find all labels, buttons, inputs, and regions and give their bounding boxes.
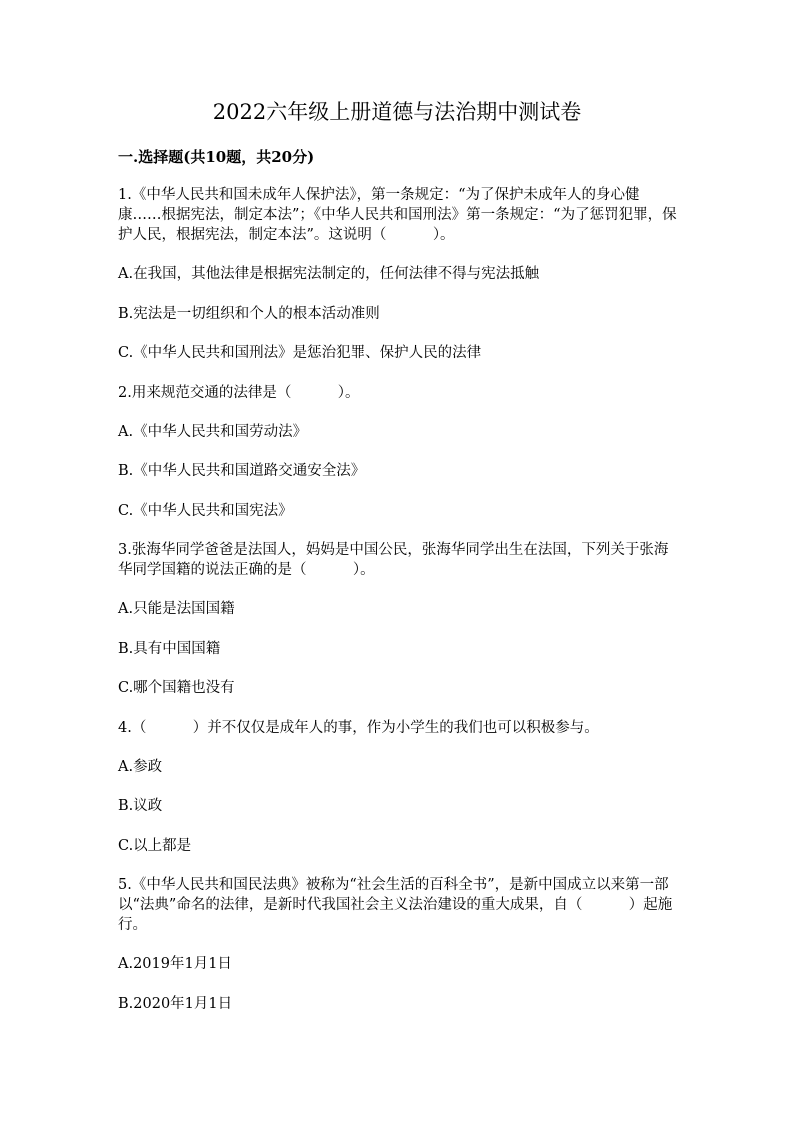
question-stem-end: ）。	[432, 227, 455, 243]
section-heading: 一.选择题(共10题，共20分)	[118, 148, 315, 166]
option-c: C.以上都是	[118, 837, 192, 854]
question-stem: 1.《中华人民共和国未成年人保护法》，第一条规定：“为了保护未成年人的身心健康……根据宪法，制定本法”；《中华人民共和国刑法》第一条规定：“为了惩罚犯罪，保护人民，根据宪法，制定本法”。这说明（	[118, 187, 677, 243]
question-1	[118, 185, 678, 245]
question-list	[118, 185, 678, 1033]
option-b: B.宪法是一切组织和个人的根本活动准则	[118, 305, 380, 322]
option-b: B.具有中国国籍	[118, 640, 221, 657]
question-stem: 2.用来规范交通的法律是（	[118, 384, 292, 401]
option-b: B.2020年1月1日	[118, 995, 233, 1012]
option-c: C.《中华人民共和国刑法》是惩治犯罪、保护人民的法律	[118, 345, 482, 361]
option-c: C.哪个国籍也没有	[118, 680, 235, 696]
question-stem: 5.《中华人民共和国民法典》被称为“社会生活的百科全书”，是新中国成立以来第一部以“法典”命名的法律，是新时代我国社会主义法治建设的重大成果，自（	[118, 877, 669, 913]
question-stem: 3.张海华同学爸爸是法国人，妈妈是中国公民，张海华同学出生在法国，下列关于张海华同学国籍的说法正确的是（	[118, 542, 669, 578]
question-stem: 4.（	[118, 719, 147, 736]
question-5	[118, 875, 678, 935]
exam-title: 2022六年级上册道德与法治期中测试卷	[212, 100, 582, 124]
option-a: A.2019年1月1日	[118, 956, 232, 972]
question-stem-end: ）起施行。	[118, 897, 673, 933]
question-2	[118, 383, 678, 403]
question-stem-end: ）。	[337, 384, 360, 401]
question-stem-end: ）。	[352, 562, 375, 578]
option-c: C.《中华人民共和国宪法》	[118, 502, 293, 519]
option-a: A.在我国，其他法律是根据宪法制定的，任何法律不得与宪法抵触	[118, 266, 540, 282]
question-stem-end: ）并不仅仅是成年人的事，作为小学生的我们也可以积极参与。	[192, 719, 599, 736]
option-a: A.《中华人民共和国劳动法》	[118, 423, 308, 440]
question-3	[118, 540, 678, 580]
option-b: B.《中华人民共和国道路交通安全法》	[118, 463, 366, 479]
question-4	[118, 718, 678, 738]
option-a: A.参政	[118, 758, 163, 775]
option-a: A.只能是法国国籍	[118, 601, 235, 617]
option-b: B.议政	[118, 798, 163, 814]
